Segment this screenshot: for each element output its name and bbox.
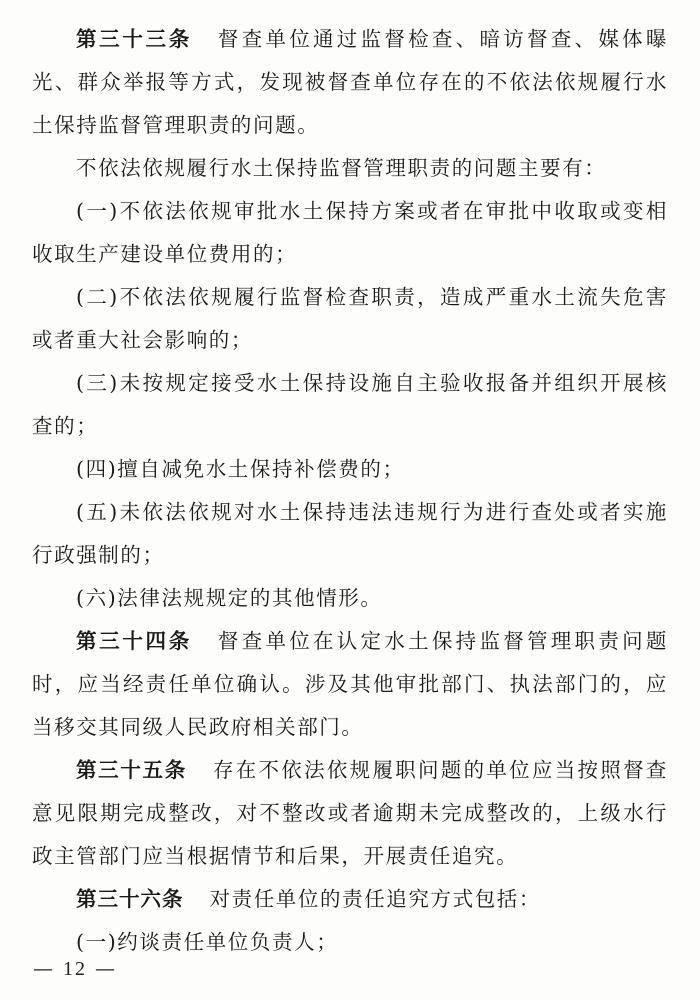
footer-dash-right: — <box>95 956 117 980</box>
list-item-5: (五)未依法依规对水土保持违法违规行为进行查处或者实施行政强制的； <box>32 500 668 567</box>
document-body <box>32 18 668 964</box>
article-number: 第三十五条 <box>76 758 187 782</box>
list-item-3: (三)未按规定接受水土保持设施自主验收报备并组织开展核查的； <box>32 371 668 438</box>
list-item-1: (一)不依法依规审批水土保持方案或者在审批中收取或变相收取生产建设单位费用的； <box>32 199 668 266</box>
article-number: 第三十六条 <box>76 887 184 911</box>
footer-dash-left: — <box>33 956 55 980</box>
list-item-6: (六)法律法规规定的其他情形。 <box>76 586 383 610</box>
list-item-4: (四)擅自减免水土保持补偿费的； <box>76 457 405 481</box>
article-36-item-1: (一)约谈责任单位负责人； <box>76 930 339 954</box>
article-text: 对责任单位的责任追究方式包括： <box>209 887 541 911</box>
article-number: 第三十三条 <box>76 27 192 51</box>
article-36 <box>32 878 668 921</box>
list-intro: 不依法依规履行水土保持监督管理职责的问题主要有： <box>76 156 607 180</box>
page-number: 12 <box>63 958 87 980</box>
article-text: 督查单位在认定水土保持监督管理职责问题时，应当经责任单位确认。涉及其他审批部门、执法部门的，应当移交其同级人民政府相关部门。 <box>32 629 668 739</box>
page-footer <box>33 956 117 981</box>
article-34 <box>32 620 668 749</box>
list-item-2: (二)不依法依规履行监督检查职责，造成严重水土流失危害或者重大社会影响的； <box>32 285 668 352</box>
article-33 <box>32 18 668 147</box>
article-text: 存在不依法依规履职问题的单位应当按照督查意见限期完成整改，对不整改或者逾期未完成整改的，上级水行政主管部门应当根据情节和后果，开展责任追究。 <box>32 758 668 868</box>
article-35 <box>32 749 668 878</box>
article-number: 第三十四条 <box>76 629 192 653</box>
article-text: 督查单位通过监督检查、暗访督查、媒体曝光、群众举报等方式，发现被督查单位存在的不依法依规履行水土保持监督管理职责的问题。 <box>32 27 668 137</box>
